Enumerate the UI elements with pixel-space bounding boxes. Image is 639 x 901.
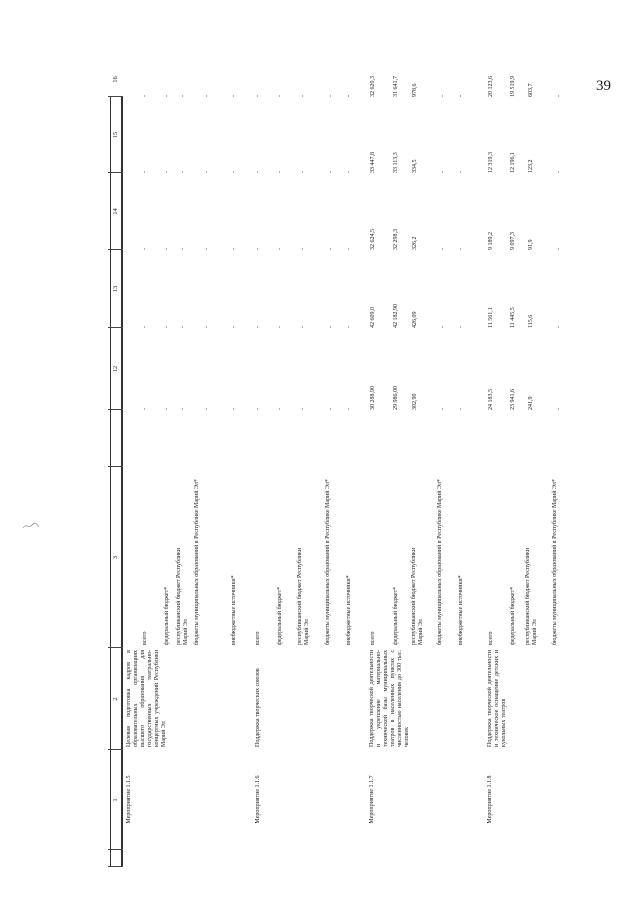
handwritten-mark: [22, 522, 40, 530]
source-label: бюджеты муниципальных образований в Республике Марий Эл*: [325, 479, 331, 645]
column-divider: [108, 866, 123, 867]
value-col-12: -: [440, 408, 446, 410]
value-col-13: -: [164, 326, 170, 328]
source-label: республиканский бюджет Республики Марий Эл: [525, 547, 538, 645]
value-col-16: 32 620,3: [370, 76, 376, 97]
value-col-13: -: [458, 326, 464, 328]
value-col-15: -: [231, 171, 237, 173]
row-code: Мероприятие 1.1.5: [126, 775, 132, 824]
value-col-15: 334,5: [412, 159, 418, 173]
header-col-16: 16: [112, 76, 119, 83]
value-col-15: -: [164, 171, 170, 173]
value-col-14: -: [346, 248, 352, 250]
source-label: всего: [488, 631, 494, 645]
value-col-13: 42 182,90: [393, 304, 399, 328]
value-col-12: -: [300, 408, 306, 410]
value-col-16: -: [556, 95, 562, 97]
value-col-13: 42 609,0: [370, 307, 376, 328]
value-col-16: -: [440, 95, 446, 97]
value-col-15: 123,2: [528, 159, 534, 173]
source-label: всего: [255, 631, 261, 645]
source-label: внебюджетные источники*: [458, 575, 464, 645]
value-col-14: -: [440, 248, 446, 250]
row-name: Поддержка творческой деятельности и техническое оснащение детских и кукольных театров: [487, 650, 507, 747]
header-col-2: 2: [112, 697, 119, 701]
page-number: 39: [596, 78, 611, 94]
value-col-14: -: [204, 248, 210, 250]
value-col-12: -: [204, 408, 210, 410]
source-label: республиканский бюджет Республики Марий Эл: [411, 547, 424, 645]
value-col-14: -: [300, 248, 306, 250]
value-col-12: -: [458, 408, 464, 410]
source-label: бюджеты муниципальных образований в Республике Марий Эл*: [552, 479, 558, 645]
value-col-16: -: [277, 95, 283, 97]
value-col-15: -: [142, 171, 148, 173]
value-col-13: -: [277, 326, 283, 328]
value-col-16: -: [346, 95, 352, 97]
value-col-13: -: [440, 326, 446, 328]
value-col-12: 241,9: [528, 396, 534, 410]
value-col-13: 426,09: [412, 311, 418, 328]
header-col-3: 3: [112, 555, 119, 560]
source-label: всего: [370, 631, 376, 645]
value-col-12: -: [346, 408, 352, 410]
value-col-14: 326,2: [412, 236, 418, 250]
value-col-16: -: [255, 95, 261, 97]
value-col-16: -: [328, 95, 334, 97]
value-col-12: 30 288,90: [370, 386, 376, 410]
source-label: внебюджетные источники*: [346, 575, 352, 645]
value-col-15: -: [346, 171, 352, 173]
source-label: бюджеты муниципальных образований в Республике Марий Эл*: [194, 479, 200, 645]
source-label: федеральный бюджет*: [164, 586, 170, 645]
value-col-12: -: [328, 408, 334, 410]
value-col-16: 19 519,9: [510, 76, 516, 97]
row-name: Поддержка творческих союзов: [255, 668, 261, 747]
source-label: федеральный бюджет*: [277, 586, 283, 645]
value-col-16: -: [204, 95, 210, 97]
value-col-15: 12 319,3: [488, 152, 494, 173]
value-col-13: -: [328, 326, 334, 328]
value-col-13: 11 445,5: [510, 307, 516, 328]
header-col-13: 13: [112, 285, 119, 293]
value-col-14: 9 097,3: [510, 232, 516, 250]
value-col-14: -: [164, 248, 170, 250]
value-col-15: -: [204, 171, 210, 173]
row-code: Мероприятие 1.1.8: [487, 775, 493, 824]
value-col-13: -: [300, 326, 306, 328]
value-col-16: -: [142, 95, 148, 97]
source-label: республиканский бюджет Республики Марий Эл: [297, 547, 310, 645]
value-col-14: 32 624,5: [370, 229, 376, 250]
value-col-16: 20 123,6: [488, 76, 494, 97]
value-col-12: -: [231, 408, 237, 410]
source-label: бюджеты муниципальных образований в Республике Марий Эл*: [437, 479, 443, 645]
row-name: Целевая подготовка кадров в образовательных организациях высшего образования для государственных театрально-концертных учреждений Республики Марий Эл: [126, 650, 167, 747]
header-col-12: 12: [112, 365, 119, 373]
value-col-12: -: [277, 408, 283, 410]
value-col-13: -: [346, 326, 352, 328]
value-col-12: -: [142, 408, 148, 410]
value-col-13: 11 561,1: [488, 307, 494, 328]
value-col-16: -: [458, 95, 464, 97]
value-col-14: -: [556, 248, 562, 250]
value-col-12: 24 183,5: [488, 389, 494, 410]
value-col-15: 12 196,1: [510, 152, 516, 173]
value-col-13: 115,6: [528, 314, 534, 328]
value-col-15: -: [440, 171, 446, 173]
value-col-15: -: [277, 171, 283, 173]
value-col-13: -: [556, 326, 562, 328]
source-label: республиканский бюджет Республики Марий Эл: [176, 547, 189, 645]
value-col-15: -: [328, 171, 334, 173]
value-col-13: -: [255, 326, 261, 328]
value-col-15: 33 447,8: [370, 152, 376, 173]
value-col-12: -: [164, 408, 170, 410]
value-col-14: 9 189,2: [488, 232, 494, 250]
value-col-15: -: [255, 171, 261, 173]
header-bottom-border-2: [122, 97, 123, 867]
value-col-14: -: [328, 248, 334, 250]
row-code: Мероприятие 1.1.6: [255, 775, 261, 824]
value-col-12: 29 986,00: [393, 386, 399, 410]
value-col-14: -: [142, 248, 148, 250]
source-label: федеральный бюджет*: [510, 586, 516, 645]
value-col-13: -: [180, 326, 186, 328]
value-col-16: -: [300, 95, 306, 97]
row-code: Мероприятие 1.1.7: [369, 775, 375, 824]
value-col-12: 23 941,6: [510, 389, 516, 410]
value-col-15: -: [556, 171, 562, 173]
value-col-14: -: [180, 248, 186, 250]
value-col-15: 33 113,3: [393, 152, 399, 173]
value-col-16: 603,7: [528, 83, 534, 97]
value-col-12: -: [180, 408, 186, 410]
value-col-14: -: [277, 248, 283, 250]
value-col-16: 31 641,7: [393, 76, 399, 97]
value-col-16: -: [164, 95, 170, 97]
source-label: федеральный бюджет*: [393, 586, 399, 645]
value-col-12: 302,90: [412, 393, 418, 410]
value-col-13: -: [204, 326, 210, 328]
value-col-15: -: [180, 171, 186, 173]
value-col-14: -: [458, 248, 464, 250]
value-col-15: -: [458, 171, 464, 173]
value-col-12: -: [255, 408, 261, 410]
value-col-14: 91,9: [528, 239, 534, 250]
value-col-14: -: [231, 248, 237, 250]
value-col-15: -: [300, 171, 306, 173]
value-col-13: -: [231, 326, 237, 328]
header-col-14: 14: [112, 208, 119, 215]
source-label: внебюджетные источники*: [231, 575, 237, 645]
value-col-13: -: [142, 326, 148, 328]
value-col-12: -: [556, 408, 562, 410]
value-col-16: -: [180, 95, 186, 97]
value-col-14: 32 298,3: [393, 229, 399, 250]
value-col-14: -: [255, 248, 261, 250]
value-col-16: -: [231, 95, 237, 97]
header-col-1: 1: [112, 798, 119, 802]
value-col-16: 978,6: [412, 83, 418, 97]
header-col-15: 15: [112, 131, 119, 139]
row-name: Поддержка творческой деятельности и укрепление материально-технической базы муниципальных театров в населенных пунктах с численностью населения до 300 тыс. человек: [369, 650, 410, 747]
source-label: всего: [142, 631, 148, 645]
